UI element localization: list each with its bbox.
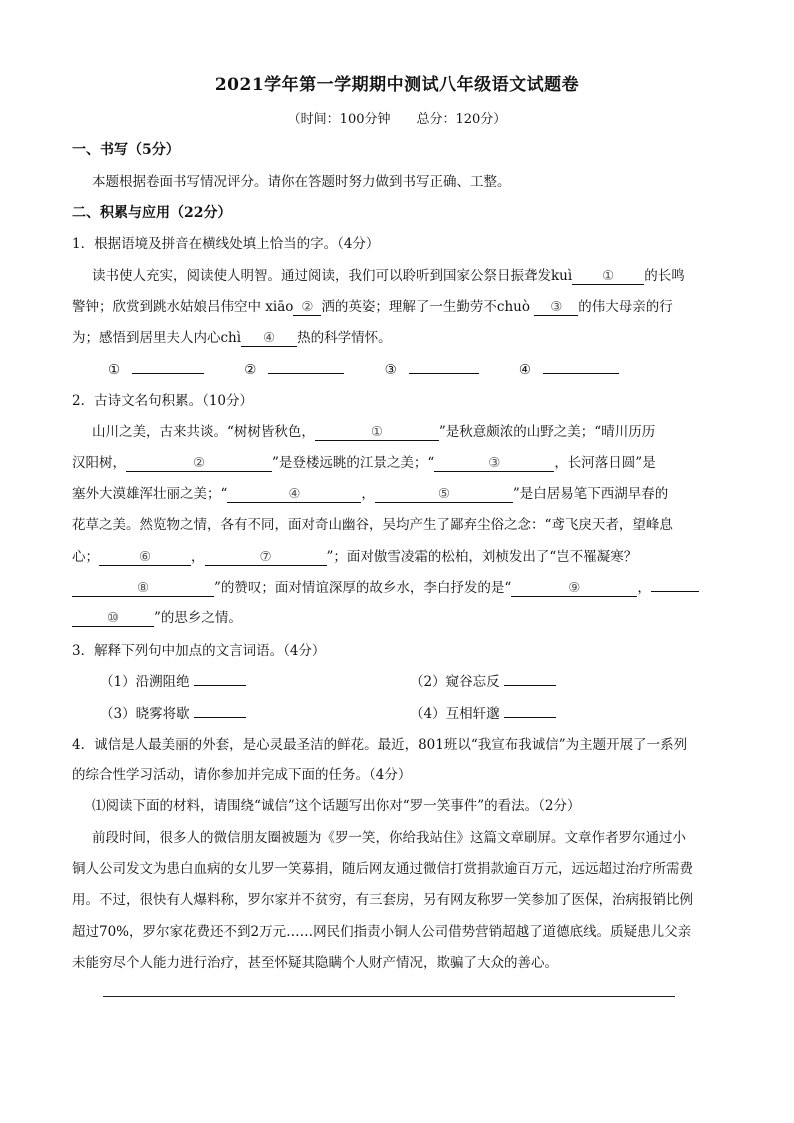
q1-blank-4[interactable]: ④ (241, 330, 297, 347)
q2-line-4: 花草之美。然览物之情，各有不同，面对奇山幽谷，吴均产生了鄙弃尘俗之念：“鸢飞戾天者，望峰息 (72, 517, 673, 533)
q1-answer-field-3[interactable] (409, 373, 479, 374)
q2-blank-6[interactable]: ⑥ (99, 549, 191, 566)
q1-line-3: 为；感悟到居里夫人内心chì ④ 热的科学情怀。 (72, 330, 392, 346)
exam-time-score: （时间：100分钟 总分：120分） (287, 112, 507, 127)
q2-blank-3[interactable]: ③ (434, 455, 554, 472)
q3-stem: 3．解释下列句中加点的文言词语。（4分） (72, 643, 326, 659)
q1-line-2: 警钟；欣赏到跳水姑娘吕伟空中 xiāo ② 洒的英姿；理解了一生勤劳不chuò ③ 的伟大母亲的行 (72, 299, 673, 315)
q3-answer-4[interactable] (504, 717, 556, 718)
q2-blank-9b[interactable] (651, 591, 699, 592)
q1-blank-3[interactable]: ③ (534, 299, 578, 316)
q3-item-3: （3）晓雾将歇 (100, 704, 300, 724)
section-1-text: 本题根据卷面书写情况评分。请你在答题时努力做到书写正确、工整。 (92, 174, 511, 190)
q2-blank-7[interactable]: ⑦ (205, 549, 327, 566)
q4-material-4: 超过70%，罗尔家花费还不到2万元……网民们指责小铜人公司借势营销超越了道德底线。质疑患儿父亲 (72, 924, 692, 940)
q2-line-7: ⑩ ”的思乡之情。 (72, 608, 732, 628)
q1-line-1: 读书使人充实，阅读使人明智。通过阅读，我们可以聆听到国家公祭日振聋发kuì ① 的长鸣 (92, 268, 685, 284)
q2-stem: 2．古诗文名句积累。（10分） (72, 393, 254, 409)
q2-line-2: 汉阳树， ② ”是登楼远眺的江景之美；“ ③ ，长河落日圆”是 (72, 455, 656, 471)
q2-blank-10[interactable]: ⑩ (72, 610, 154, 627)
q2-blank-8[interactable]: ⑧ (72, 580, 214, 597)
q2-blank-1[interactable]: ① (315, 424, 439, 441)
q4-material-3: 用。不过，很快有人爆料称，罗尔家并不贫穷，有三套房，另有网友称罗一笑参加了医保，治病报销比例 (72, 892, 693, 908)
q4-stem-1: 4．诚信是人最美丽的外套，是心灵最圣洁的鲜花。最近，801班以“我宣布我诚信”为主题开展了一系列 (72, 737, 688, 753)
q2-blank-2[interactable]: ② (126, 455, 272, 472)
q3-answer-3[interactable] (194, 717, 246, 718)
q1-answer-field-1[interactable] (132, 373, 204, 374)
section-1-heading: 一、书写（5分） (72, 142, 180, 158)
q3-item-4: （4）互相轩邈 (410, 704, 610, 724)
q2-blank-4[interactable]: ④ (227, 486, 361, 503)
q4-stem-2: 的综合性学习活动，请你参加并完成下面的任务。（4分） (72, 767, 412, 783)
q2-line-1: 山川之美，古来共谈。“树树皆秋色， ① ”是秋意颇浓的山野之美；“晴川历历 (92, 424, 656, 440)
page-title: 2021学年第一学期期中测试八年级语文试题卷 (214, 75, 580, 95)
q1-answer-field-4[interactable] (543, 373, 619, 374)
q3-answer-2[interactable] (504, 685, 556, 686)
q1-answer-row: ① ② ③ ④ (108, 360, 768, 380)
q2-blank-9[interactable]: ⑨ (511, 580, 637, 597)
q2-blank-5[interactable]: ⑤ (375, 486, 513, 503)
section-2-heading: 二、积累与应用（22分） (72, 205, 232, 221)
q4-material-5: 未能穷尽个人能力进行治疗，甚至怀疑其隐瞒个人财产情况，欺骗了大众的善心。 (72, 955, 558, 971)
q3-answer-1[interactable] (194, 685, 246, 686)
q4-material-2: 铜人公司发文为患白血病的女儿罗一笑募捐，随后网友通过微信打赏捐款逾百万元，远远超过治疗所需费 (72, 861, 693, 877)
q1-blank-1[interactable]: ① (572, 268, 644, 285)
q3-item-2: （2）窥谷忘反 (410, 672, 610, 692)
q2-line-5: 心； ⑥ ， ⑦ ”；面对傲雪凌霜的松柏，刘桢发出了“岂不罹凝寒？ (72, 549, 638, 565)
q2-line-3: 塞外大漠雄浑壮丽之美；“ ④ ， ⑤ ”是白居易笔下西湖早春的 (72, 486, 669, 502)
q4-sub-1: ⑴阅读下面的材料，请围绕“诚信”这个话题写出你对“罗一笑事件”的看法。（2分） (92, 798, 581, 814)
q1-blank-2[interactable]: ② (293, 299, 321, 316)
q2-line-6: ⑧ ”的赞叹；面对情谊深厚的故乡水，李白抒发的是“ ⑨ ， (72, 578, 732, 598)
q1-stem: 1．根据语境及拼音在横线处填上恰当的字。（4分） (72, 236, 380, 252)
q4-answer-line[interactable] (103, 996, 675, 997)
q3-item-1: （1）沿溯阻绝 (100, 672, 300, 692)
q4-material-1: 前段时间，很多人的微信朋友圈被题为《罗一笑，你给我站住》这篇文章刷屏。文章作者罗尔通过小 (92, 830, 686, 846)
q1-answer-field-2[interactable] (268, 373, 344, 374)
